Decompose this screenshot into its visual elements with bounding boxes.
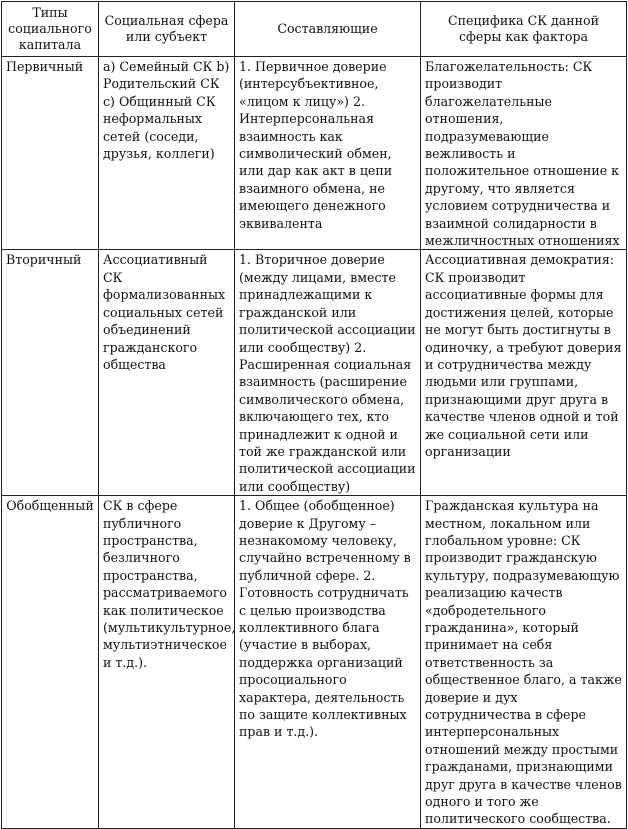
- type-cell: Вторичный: [2, 250, 99, 496]
- components-cell: 1. Общее (обобщенное) доверие к Другому – незнакомому человеку, случайно встреченному в публичной сфере. 2. Готовность сотрудничать с целью производства коллективного блага (участие в выборах, поддержка организаций просоциального характера, деятельность по защите коллективных прав и т.д.).: [235, 496, 421, 829]
- table-row: [2, 57, 627, 250]
- components-cell: 1. Первичное доверие (интерсубъективное, «лицом к лицу») 2. Интерперсональная взаимность как символический обмен, или дар как акт в цепи взаимного обмена, не имеющего денежного эквивалента: [235, 57, 421, 250]
- type-cell: Первичный: [2, 57, 99, 250]
- specifics-cell: Ассоциативная демократия: СК производит ассоциативные формы для достижения целей, которые не могут быть достигнуты в одиночку, а требуют доверия и сотрудничества между людьми или группами, признающими друг друга в качестве членов одной и той же социальной сети или организации: [421, 250, 627, 496]
- sphere-cell: Ассоциативный СК формализованных социальных сетей объединений гражданского общества: [99, 250, 235, 496]
- components-cell: 1. Вторичное доверие (между лицами, вместе принадлежащими к гражданской или политической ассоциации или сообществу) 2. Расширенная социальная взаимность (расширение символического обмена, включающего тех, кто принадлежит к одной и той же гражданской или политической ассоциации или сообществу): [235, 250, 421, 496]
- sphere-cell: a) Семейный СК b) Родительский СК c) Общинный СК неформальных сетей (соседи, друзья, коллеги): [99, 57, 235, 250]
- social-capital-table: [1, 1, 627, 829]
- header-cell-sphere: Социальная сфера или субъект: [99, 2, 235, 57]
- specifics-cell: Гражданская культура на местном, локальном или глобальном уровне: СК производит гражданскую культуру, подразумевающую реализацию качеств «добродетельного гражданина», который принимает на себя ответственность за общественное благо, а также доверие и дух сотрудничества в сфере интерперсональных отношений между простыми гражданами, признающими друг друга в качестве членов одного и того же политического сообщества.: [421, 496, 627, 829]
- type-cell: Обобщенный: [2, 496, 99, 829]
- header-cell-types: Типы социального капитала: [2, 2, 99, 57]
- table-row: [2, 250, 627, 496]
- header-cell-components: Составляющие: [235, 2, 421, 57]
- header-row: [2, 2, 627, 57]
- specifics-cell: Благожелательность: СК производит благожелательные отношения, подразумевающие вежливость и положительное отношение к другому, что является условием сотрудничества и взаимной солидарности в межличностных отношениях: [421, 57, 627, 250]
- table-row: [2, 496, 627, 829]
- sphere-cell: СК в сфере публичного пространства, безличного пространства, рассматриваемого как политическое (мультикультурное, мультиэтническое и т.д.).: [99, 496, 235, 829]
- header-cell-specifics: Специфика СК данной сферы как фактора: [421, 2, 627, 57]
